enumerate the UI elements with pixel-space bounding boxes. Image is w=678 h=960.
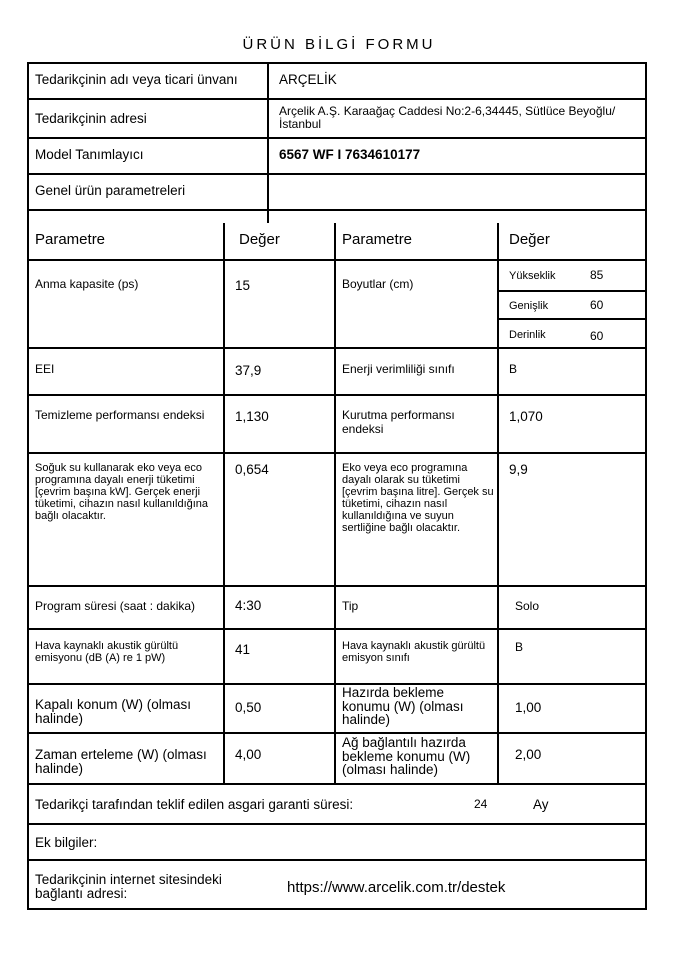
column-header-parameter: Parametre [35, 231, 106, 248]
row-divider [29, 347, 645, 349]
param-rated-capacity: Anma kapasite (ps) [35, 277, 139, 291]
warranty-label: Tedarikçi tarafından teklif edilen asgari garanti süresi: [35, 797, 354, 812]
row-divider [29, 585, 645, 587]
param-dimensions: Boyutlar (cm) [342, 277, 414, 291]
dimension-divider [499, 318, 645, 320]
supplier-address-value: Arçelik A.Ş. Karaağaç Caddesi No:2-6,34445, Sütlüce Beyoğlu/İstanbul [279, 104, 616, 131]
dimension-height-value: 85 [590, 268, 604, 282]
value-program-duration: 4:30 [235, 598, 262, 613]
row-divider [29, 137, 645, 139]
column-divider [497, 223, 499, 783]
row-divider [29, 859, 645, 861]
row-divider [29, 783, 645, 785]
value-rated-capacity: 15 [235, 278, 251, 293]
product-info-table [27, 62, 647, 910]
supplier-address-label: Tedarikçinin adresi [35, 111, 147, 126]
row-divider [29, 394, 645, 396]
model-label: Model Tanımlayıcı [35, 147, 144, 162]
value-noise-emission: 41 [235, 642, 251, 657]
value-energy-class: B [509, 362, 518, 376]
column-header-value: Değer [239, 231, 280, 248]
param-energy-consumption: Soğuk su kullanarak eko veya eco programına dayalı enerji tüketimi [çevrim başına kW]. Gerçek enerji tüketimi, cihazın nasıl kullanıldığına bağlı olacaktır. [35, 462, 209, 523]
param-noise-emission: Hava kaynaklı akustik gürültü emisyonu (dB (A) re 1 pW) [35, 640, 179, 665]
param-delay-start: Zaman erteleme (W) (olması halinde) [35, 747, 207, 777]
row-divider [29, 732, 645, 734]
warranty-value: 24 [474, 797, 488, 811]
row-divider [29, 98, 645, 100]
param-water-consumption: Eko veya eco programına dayalı olarak su tüketimi [çevrim başına litre]. Gerçek su tüketimi, cihazın nasıl kullanıldığına ve suyun sertliğine bağlı olacaktır. [342, 462, 494, 535]
param-off-mode: Kapalı konum (W) (olması halinde) [35, 697, 192, 727]
general-params-label: Genel ürün parametreleri [35, 183, 186, 198]
dimension-width-value: 60 [590, 298, 604, 312]
param-program-duration: Program süresi (saat : dakika) [35, 599, 196, 613]
dimension-divider [499, 290, 645, 292]
param-standby-mode: Hazırda bekleme konumu (W) (olması halinde) [342, 685, 464, 727]
row-divider [29, 628, 645, 630]
value-networked-standby: 2,00 [515, 747, 542, 762]
dimension-height-label: Yükseklik [509, 270, 556, 282]
value-noise-class: B [515, 640, 524, 654]
dimension-width-label: Genişlik [509, 300, 549, 312]
row-divider [29, 173, 645, 175]
model-value: 6567 WF I 7634610177 [279, 147, 421, 162]
row-divider [29, 683, 645, 685]
warranty-unit: Ay [533, 797, 549, 812]
param-type: Tip [342, 599, 359, 613]
row-divider [29, 209, 645, 211]
param-eei: EEI [35, 362, 55, 376]
value-cleaning-index: 1,130 [235, 409, 269, 424]
param-drying-index: Kurutma performansı endeksi [342, 408, 455, 436]
dimension-depth-label: Derinlik [509, 329, 546, 341]
column-header-value: Değer [509, 231, 550, 248]
website-label: Tedarikçinin internet sitesindeki bağlantı adresi: [35, 872, 222, 902]
row-divider [29, 259, 645, 261]
value-off-mode: 0,50 [235, 700, 262, 715]
value-standby-mode: 1,00 [515, 700, 542, 715]
column-divider [334, 223, 336, 783]
row-divider [29, 452, 645, 454]
value-type: Solo [515, 599, 540, 613]
param-noise-class: Hava kaynaklı akustik gürültü emisyon sınıfı [342, 640, 486, 665]
value-eei: 37,9 [235, 363, 262, 378]
website-link[interactable]: https://www.arcelik.com.tr/destek [287, 879, 506, 896]
column-divider [223, 223, 225, 783]
value-delay-start: 4,00 [235, 747, 262, 762]
column-header-parameter: Parametre [342, 231, 413, 248]
supplier-name-value: ARÇELİK [279, 72, 337, 87]
column-divider [267, 64, 269, 223]
dimension-depth-value: 60 [590, 329, 604, 343]
param-networked-standby: Ağ bağlantılı hazırda bekleme konumu (W) (olması halinde) [342, 735, 471, 777]
value-energy-consumption: 0,654 [235, 462, 269, 477]
param-cleaning-index: Temizleme performansı endeksi [35, 408, 205, 422]
extra-info-label: Ek bilgiler: [35, 835, 98, 850]
row-divider [29, 823, 645, 825]
value-drying-index: 1,070 [509, 409, 543, 424]
form-title: ÜRÜN BİLGİ FORMU [242, 36, 436, 53]
param-energy-class: Enerji verimliliği sınıfı [342, 362, 455, 376]
value-water-consumption: 9,9 [509, 462, 528, 477]
supplier-name-label: Tedarikçinin adı veya ticari ünvanı [35, 72, 238, 87]
